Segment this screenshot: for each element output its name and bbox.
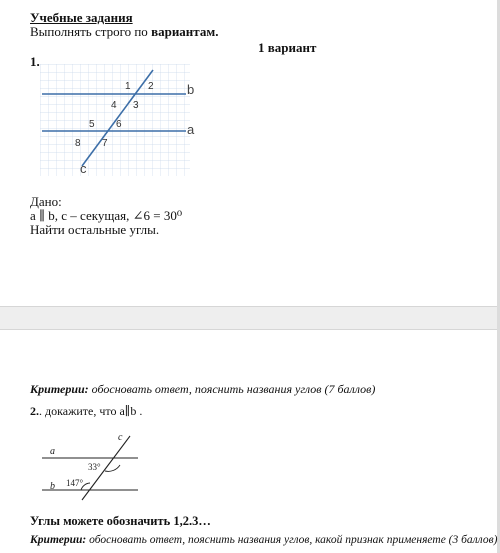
criteria-2-text: обосновать ответ, пояснить названия углов, какой признак применяете (3 баллов) [86, 534, 498, 546]
note-angle-labels: Углы можете обозначить 1,2.3… [30, 514, 211, 528]
angle-value-147: 147° [66, 478, 84, 488]
task-1-number: 1. [30, 54, 40, 69]
angle-label-2: 2 [148, 81, 154, 92]
given-text: a ∥ b, c – секущая, ∠6 = 30⁰ [30, 208, 183, 223]
task-2 [30, 404, 142, 419]
instruction-bold: вариантам. [151, 24, 219, 39]
angle-label-3: 3 [133, 100, 139, 111]
page-separator [0, 306, 500, 330]
given-label: Дано: [30, 194, 62, 209]
figure-1-parallel-lines [40, 64, 210, 182]
criteria-1-text: обосновать ответ, пояснить названия углов (7 баллов) [88, 382, 376, 396]
heading: Учебные задания [30, 10, 133, 25]
label-line-c: c [80, 161, 87, 176]
label-line-b-fig2: b [50, 481, 55, 492]
label-line-c-fig2: c [118, 432, 123, 443]
angle-label-1: 1 [125, 81, 131, 92]
label-line-b: b [187, 82, 195, 97]
criteria-1-label: Критерии: [30, 382, 89, 396]
angle-label-8: 8 [75, 138, 81, 149]
criteria-1 [30, 382, 375, 397]
grid-background [40, 64, 190, 176]
label-line-a: a [187, 122, 195, 137]
figure-2-parallel-lines [38, 428, 148, 502]
task-2-number: 2. [30, 404, 39, 418]
instruction [30, 24, 218, 40]
angle-label-4: 4 [111, 100, 117, 111]
angle-label-5: 5 [89, 119, 95, 130]
angle-label-7: 7 [102, 138, 108, 149]
task-2-text: . докажите, что a∥b . [39, 404, 143, 418]
angle-label-6: 6 [116, 119, 122, 130]
angle-value-33: 33° [88, 462, 101, 472]
label-line-a-fig2: a [50, 446, 55, 457]
find-text: Найти остальные углы. [30, 222, 160, 237]
variant-title: 1 вариант [258, 40, 317, 55]
instruction-prefix: Выполнять строго по [30, 24, 152, 39]
criteria-2 [30, 534, 497, 546]
criteria-2-label: Критерии: [30, 534, 87, 546]
